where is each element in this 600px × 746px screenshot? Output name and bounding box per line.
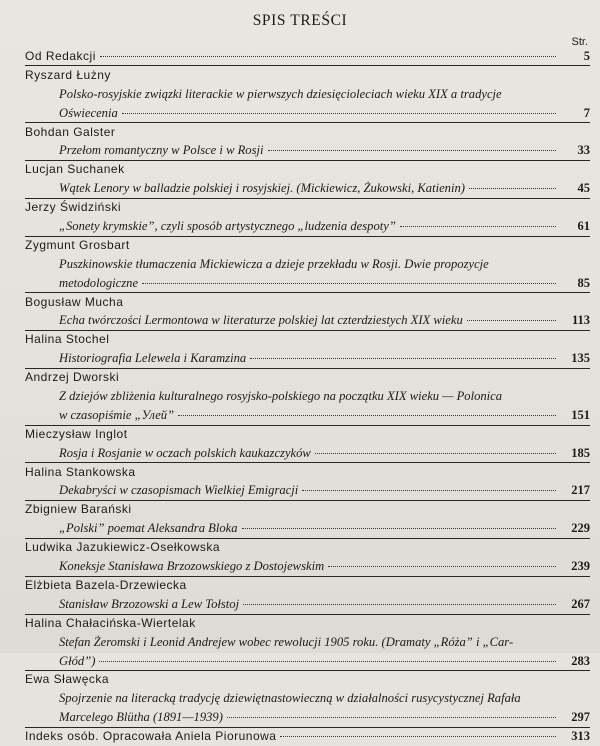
- toc-line: [25, 406, 590, 425]
- toc-line: [25, 217, 590, 236]
- entry-author: Jerzy Świdziński: [25, 200, 122, 215]
- entry-author: Halina Stankowska: [25, 464, 136, 479]
- entry-separator: [25, 425, 590, 426]
- entry-separator: [25, 292, 590, 293]
- toc-line: [25, 349, 590, 368]
- page-number: 313: [571, 729, 590, 744]
- entry-author: Indeks osób. Opracowała Aniela Piorunowa: [25, 729, 277, 744]
- entry-title: Polsko-rosyjskie związki literackie w pierwszych dziesięcioleciach wieku XIX a tradycje: [59, 86, 502, 101]
- entry-separator: [25, 670, 590, 671]
- dot-leader: [227, 716, 556, 718]
- entry-author: Bogusław Mucha: [25, 294, 124, 309]
- toc-entry: [25, 293, 590, 331]
- page-number: 113: [571, 313, 590, 328]
- entry-title: „Sonety krymskie”, czyli sposób artystycznego „ludzenia despoty”: [59, 219, 396, 234]
- toc-entry: [25, 670, 590, 727]
- toc-entry: [25, 66, 590, 123]
- dot-leader: [400, 225, 556, 227]
- page-heading: SPIS TREŚCI: [252, 12, 348, 29]
- toc-line: [25, 633, 590, 652]
- toc-entry: [25, 463, 590, 501]
- dot-leader: [142, 282, 556, 284]
- dot-leader: [100, 55, 556, 57]
- page-number: 33: [577, 143, 590, 158]
- page-number: 5: [583, 49, 590, 63]
- toc-entry: [25, 614, 590, 671]
- dot-leader: [243, 603, 556, 605]
- entry-title: Z dziejów zbliżenia kulturalnego rosyjsko-polskiego na początku XIX wieku — Polonica: [59, 389, 503, 404]
- toc-entry: [25, 47, 590, 66]
- toc-entry: [25, 330, 590, 368]
- toc-line: [25, 670, 590, 689]
- dot-leader: [469, 187, 556, 189]
- entry-separator: [25, 198, 590, 199]
- toc-line: [25, 576, 590, 595]
- toc-entry: [25, 198, 590, 236]
- toc-line: [25, 387, 590, 406]
- toc-entry: [25, 538, 590, 576]
- toc-line: [25, 652, 590, 671]
- toc-line: [25, 160, 590, 179]
- entry-author: Bohdan Galster: [25, 124, 116, 139]
- entry-author: Elżbieta Bazela-Drzewiecka: [25, 577, 187, 592]
- toc-line: [25, 689, 590, 708]
- entry-separator: [25, 462, 590, 463]
- dot-leader: [268, 149, 556, 151]
- entry-author: Halina Stochel: [25, 332, 110, 347]
- entry-author: Andrzej Dworski: [25, 370, 120, 385]
- toc-entry: [25, 727, 590, 746]
- entry-author: Lucjan Suchanek: [25, 162, 125, 177]
- toc-line: [25, 123, 590, 142]
- entry-title: w czasopiśmie „Улей”: [59, 407, 175, 422]
- page-column-label: Str.: [571, 36, 588, 48]
- dot-leader: [315, 452, 556, 454]
- page-number: 185: [571, 445, 590, 460]
- page-number: 217: [571, 483, 590, 498]
- entry-separator: [25, 576, 590, 577]
- toc-entry: [25, 500, 590, 538]
- entry-title: Głód”): [59, 653, 96, 668]
- toc-line: [25, 274, 590, 293]
- dot-leader: [467, 319, 556, 321]
- dot-leader: [242, 527, 556, 529]
- toc-line: [25, 481, 590, 500]
- entry-title: „Polski” poemat Aleksandra Bloka: [59, 521, 238, 536]
- toc-line: [25, 236, 590, 255]
- toc-line: [25, 614, 590, 633]
- toc-line: [25, 141, 590, 160]
- table-of-contents: [25, 47, 590, 746]
- toc-entry: [25, 368, 590, 425]
- toc-line: [25, 293, 590, 312]
- toc-line: [25, 463, 590, 482]
- entry-separator: [25, 236, 590, 237]
- toc-line: [25, 425, 590, 444]
- toc-entry: [25, 160, 590, 198]
- entry-title: Dekabryści w czasopismach Wielkiej Emigracji: [59, 483, 299, 498]
- toc-line: [25, 311, 590, 330]
- entry-author: Zbigniew Barański: [25, 502, 132, 517]
- dot-leader: [302, 489, 556, 491]
- entry-author: Ludwika Jazukiewicz-Osełkowska: [25, 540, 221, 555]
- toc-line: [25, 595, 590, 614]
- entry-separator: [25, 160, 590, 161]
- entry-author: Od Redakcji: [25, 49, 96, 63]
- entry-title: Marcelego Blütha (1891—1939): [59, 710, 223, 725]
- entry-title: Echa twórczości Lermontowa w literaturze polskiej lat czterdziestych XIX wieku: [59, 313, 463, 328]
- toc-line: [25, 708, 590, 727]
- entry-separator: [25, 500, 590, 501]
- page-number: 297: [571, 710, 590, 725]
- entry-author: Zygmunt Grosbart: [25, 237, 130, 252]
- page-number: 283: [571, 653, 590, 668]
- toc-line: [25, 444, 590, 463]
- dot-leader: [280, 735, 556, 737]
- toc-line: [25, 727, 590, 746]
- toc-line: [25, 368, 590, 387]
- entry-title: Koneksje Stanisława Brzozowskiego z Dostojewskim: [59, 559, 325, 574]
- entry-title: metodologiczne: [59, 275, 139, 290]
- toc-line: [25, 330, 590, 349]
- toc-entry: [25, 425, 590, 463]
- entry-title: Puszkinowskie tłumaczenia Mickiewicza a dzieje przekładu w Rosji. Dwie propozycje: [59, 256, 489, 271]
- dot-leader: [122, 112, 556, 114]
- page-number: 85: [577, 275, 590, 290]
- entry-separator: [25, 727, 590, 728]
- entry-separator: [25, 122, 590, 123]
- entry-author: Ewa Sławęcka: [25, 672, 110, 687]
- toc-line: [25, 519, 590, 538]
- entry-author: Mieczysław Inglot: [25, 426, 128, 441]
- page-number: 229: [571, 521, 590, 536]
- toc-line: [25, 179, 590, 198]
- toc-line: [25, 500, 590, 519]
- entry-title: Spojrzenie na literacką tradycję dziewiętnastowieczną w działalności rusycystycznej Rafała: [59, 691, 521, 706]
- page-number: 45: [577, 181, 590, 196]
- entry-separator: [25, 538, 590, 539]
- entry-title: Oświecenia: [59, 105, 118, 120]
- entry-separator: [25, 65, 590, 66]
- entry-title: Przełom romantyczny w Polsce i w Rosji: [59, 143, 264, 158]
- toc-line: [25, 66, 590, 85]
- page-number: 61: [577, 219, 590, 234]
- entry-separator: [25, 368, 590, 369]
- dot-leader: [328, 565, 556, 567]
- entry-author: Halina Chałacińska-Wiertelak: [25, 615, 196, 630]
- toc-entry: [25, 123, 590, 161]
- toc-entry: [25, 576, 590, 614]
- entry-separator: [25, 330, 590, 331]
- page-number: 151: [571, 407, 590, 422]
- toc-line: [25, 47, 590, 66]
- page-number: 135: [571, 351, 590, 366]
- dot-leader: [178, 414, 556, 416]
- dot-leader: [99, 660, 556, 662]
- toc-line: [25, 557, 590, 576]
- entry-author: Ryszard Łużny: [25, 67, 111, 82]
- entry-title: Historiografia Lelewela i Karamzina: [59, 351, 247, 366]
- toc-line: [25, 538, 590, 557]
- entry-title: Stefan Żeromski i Leonid Andrejew wobec rewolucji 1905 roku. (Dramaty „Róża” i „Car-: [59, 634, 514, 649]
- toc-entry: [25, 236, 590, 293]
- toc-line: [25, 85, 590, 104]
- page-number: 267: [571, 596, 590, 611]
- page-number: 239: [571, 559, 590, 574]
- entry-title: Wątek Lenory w balladzie polskiej i rosyjskiej. (Mickiewicz, Żukowski, Katienin): [59, 181, 465, 196]
- entry-title: Rosja i Rosjanie w oczach polskich kaukazczyków: [59, 445, 311, 460]
- dot-leader: [250, 357, 556, 359]
- toc-line: [25, 255, 590, 274]
- toc-line: [25, 104, 590, 123]
- entry-separator: [25, 614, 590, 615]
- entry-title: Stanisław Brzozowski a Lew Tołstoj: [59, 596, 240, 611]
- page-number: 7: [583, 105, 590, 120]
- toc-line: [25, 198, 590, 217]
